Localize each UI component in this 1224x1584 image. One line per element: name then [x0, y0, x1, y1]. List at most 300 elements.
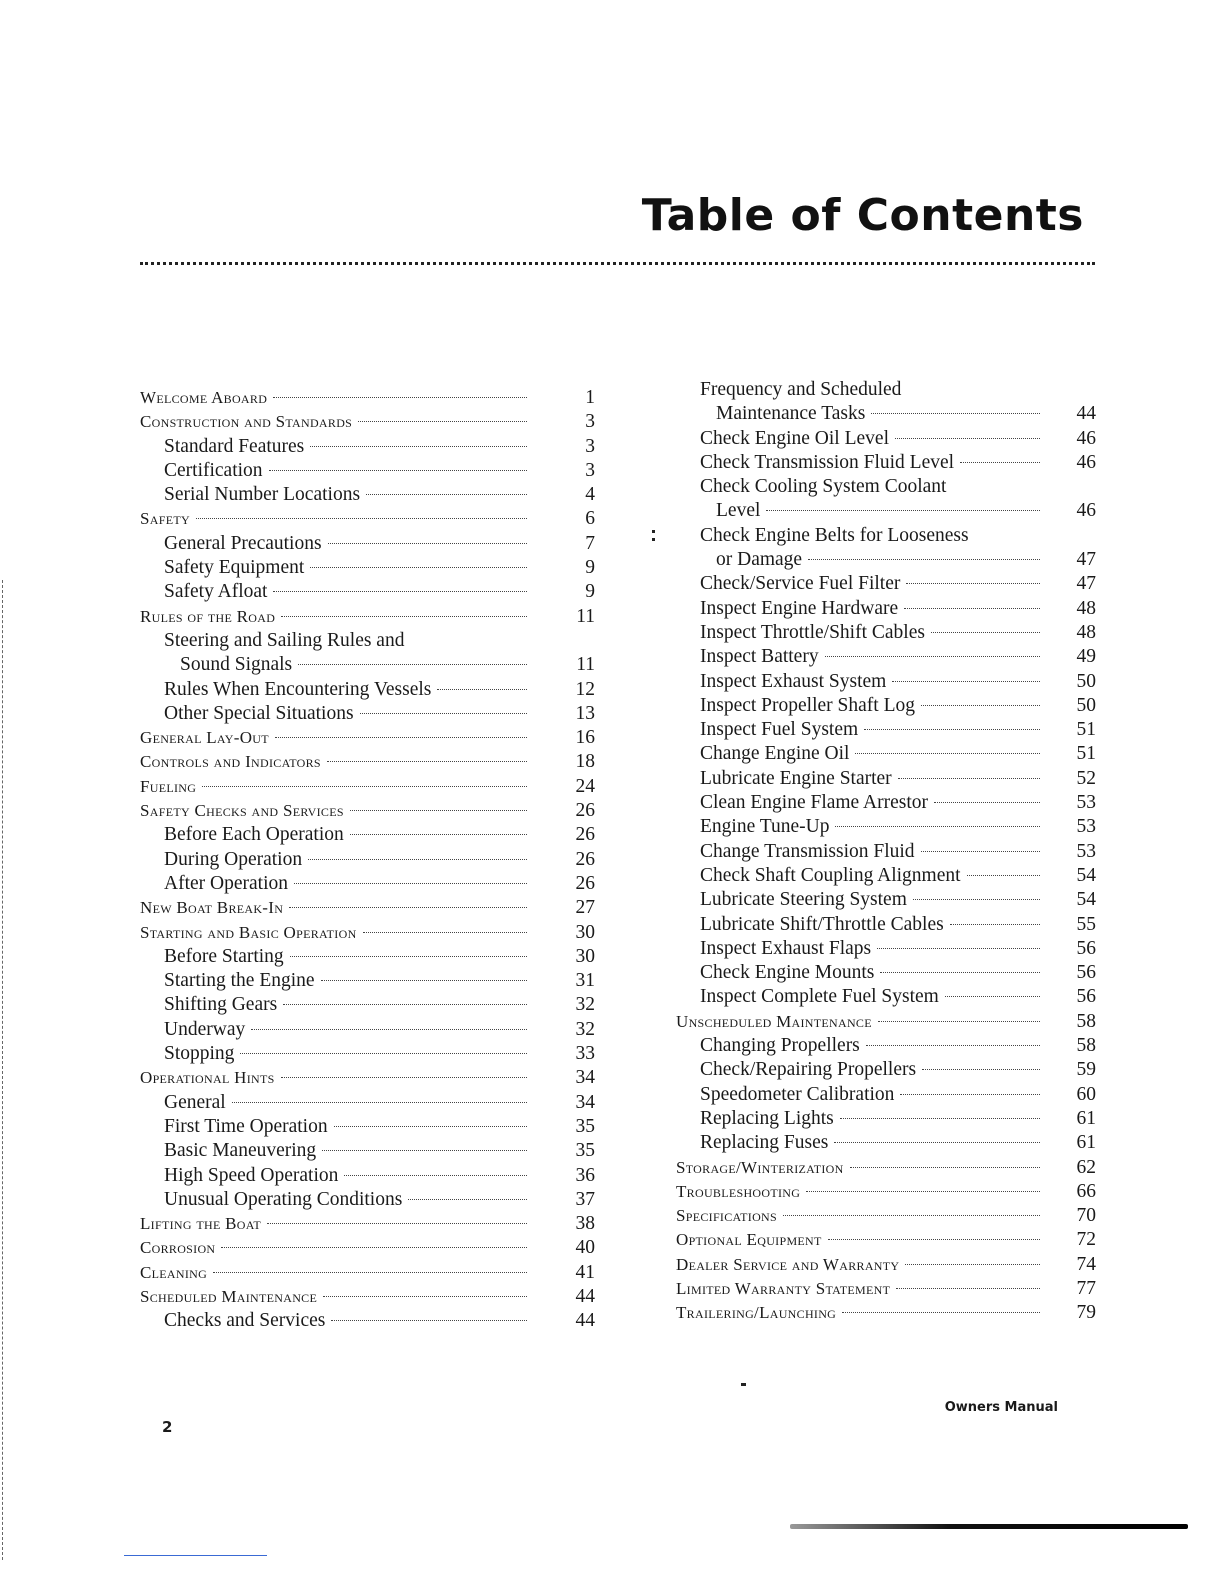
toc-page-number: 37 [575, 1188, 595, 1210]
toc-entry-label: Lubricate Engine Starter [700, 767, 892, 789]
dot-leader [828, 1239, 1040, 1240]
toc-page-number: 6 [585, 508, 595, 530]
scan-edge-mark [2, 580, 6, 1560]
toc-page-number: 59 [1076, 1059, 1096, 1081]
dot-leader [360, 713, 527, 714]
toc-page-number: 49 [1076, 646, 1096, 668]
toc-entry-label: Inspect Battery [700, 646, 819, 668]
toc-entry[interactable] [676, 791, 1096, 815]
toc-entry-label: Change Transmission Fluid [700, 840, 915, 862]
dot-leader [766, 510, 1040, 511]
toc-entry-label: Starting the Engine [164, 970, 315, 992]
toc-entry[interactable] [140, 483, 595, 507]
toc-page-number: 40 [575, 1237, 595, 1259]
toc-entry-label-continued: Sound Signals [180, 654, 293, 676]
toc-entry-label: Unscheduled Maintenance [676, 1011, 872, 1031]
scan-speck [652, 530, 655, 533]
toc-entry[interactable] [676, 621, 1096, 645]
dot-leader [275, 737, 527, 738]
toc-entry[interactable] [676, 815, 1096, 839]
toc-entry-label: Inspect Exhaust Flaps [700, 937, 872, 959]
toc-page-number: 47 [1076, 549, 1096, 571]
toc-page-number: 46 [1076, 500, 1096, 522]
toc-entry[interactable] [140, 629, 595, 678]
dot-leader [437, 689, 527, 690]
toc-entry-label: Safety Checks and Services [140, 801, 344, 821]
dot-leader [331, 1320, 527, 1321]
toc-page-number: 35 [575, 1115, 595, 1137]
toc-entry-label: Check Engine Oil Level [700, 427, 889, 449]
dot-leader [855, 753, 1040, 754]
dot-leader [921, 705, 1040, 706]
toc-entry[interactable] [676, 767, 1096, 791]
toc-entry[interactable] [676, 985, 1096, 1009]
dot-leader [934, 802, 1040, 803]
dot-leader [806, 1191, 1040, 1192]
toc-entry-label: Fueling [140, 776, 197, 796]
dot-leader [960, 462, 1040, 463]
dot-leader [840, 1118, 1040, 1119]
toc-page-number: 36 [575, 1164, 595, 1186]
toc-page-number: 44 [575, 1285, 595, 1307]
toc-page-number: 51 [1076, 719, 1096, 741]
dot-leader [240, 1053, 527, 1054]
toc-entry-label: Dealer Service and Warranty [676, 1254, 900, 1274]
toc-entry[interactable] [140, 580, 595, 604]
toc-entry[interactable] [140, 678, 595, 702]
toc-entry-label: Lifting the Boat [140, 1214, 262, 1234]
toc-page-number: 26 [575, 872, 595, 894]
toc-page-number: 79 [1076, 1302, 1096, 1324]
toc-page-number: 53 [1076, 792, 1096, 814]
toc-entry[interactable] [140, 1212, 595, 1236]
dot-leader [871, 413, 1040, 414]
scan-blue-line [124, 1555, 267, 1556]
toc-entry[interactable] [140, 1066, 595, 1090]
dot-leader [308, 859, 527, 860]
dot-leader [906, 583, 1040, 584]
toc-entry[interactable] [140, 1188, 595, 1212]
toc-entry[interactable] [676, 840, 1096, 864]
toc-entry-label: Welcome Aboard [140, 388, 268, 407]
dot-leader [310, 446, 527, 447]
toc-entry-label: During Operation [164, 848, 303, 870]
toc-entry[interactable] [676, 572, 1096, 596]
scan-speck [741, 1383, 746, 1386]
toc-page-number: 46 [1076, 451, 1096, 473]
toc-entry[interactable] [140, 848, 595, 872]
toc-entry[interactable] [676, 1010, 1096, 1034]
dot-leader [835, 826, 1040, 827]
toc-page-number: 77 [1076, 1277, 1096, 1299]
toc-entry[interactable] [140, 1236, 595, 1260]
dot-leader [945, 996, 1040, 997]
toc-entry[interactable] [676, 1131, 1096, 1155]
toc-entry-label: Before Starting [164, 945, 284, 967]
toc-entry-label: Replacing Lights [700, 1107, 834, 1129]
toc-page-number: 50 [1076, 670, 1096, 692]
toc-entry-label: After Operation [164, 872, 288, 894]
toc-entry[interactable] [676, 1204, 1096, 1228]
toc-page-number: 44 [1076, 403, 1096, 425]
toc-entry-label: Changing Propellers [700, 1035, 860, 1057]
toc-page-number: 9 [585, 557, 595, 579]
dot-leader [281, 616, 527, 617]
toc-entry[interactable] [140, 386, 595, 410]
toc-entry-label: Shifting Gears [164, 994, 278, 1016]
toc-entry-label: Unusual Operating Conditions [164, 1188, 403, 1210]
toc-entry-label: New Boat Break-In [140, 898, 284, 918]
toc-entry[interactable] [676, 1156, 1096, 1180]
toc-entry[interactable] [676, 1277, 1096, 1301]
toc-page-number: 48 [1076, 621, 1096, 643]
dot-leader [931, 632, 1040, 633]
dot-leader [294, 883, 527, 884]
toc-page-number: 26 [575, 824, 595, 846]
toc-entry[interactable] [676, 427, 1096, 451]
toc-page-number: 34 [575, 1067, 595, 1089]
toc-page-number: 53 [1076, 840, 1096, 862]
dot-leader [344, 1175, 527, 1176]
dot-leader [866, 1045, 1040, 1046]
toc-page-number: 56 [1076, 962, 1096, 984]
dot-leader [408, 1199, 527, 1200]
toc-entry[interactable] [140, 993, 595, 1017]
toc-entry[interactable] [676, 888, 1096, 912]
dot-leader [967, 875, 1040, 876]
dot-leader [825, 656, 1040, 657]
toc-page-number: 44 [575, 1310, 595, 1332]
toc-page-number: 58 [1076, 1035, 1096, 1057]
toc-page-number: 31 [575, 970, 595, 992]
toc-page-number: 61 [1076, 1132, 1096, 1154]
toc-entry[interactable] [140, 556, 595, 580]
toc-entry-label: Cleaning [140, 1262, 208, 1282]
toc-entry[interactable] [140, 1285, 595, 1309]
toc-page-number: 11 [576, 605, 595, 627]
dot-leader [877, 948, 1040, 949]
toc-page-number: 47 [1076, 573, 1096, 595]
toc-page-number: 66 [1076, 1180, 1096, 1202]
toc-entry-label: Check Transmission Fluid Level [700, 451, 955, 473]
publication-name: Owners Manual [944, 1400, 1058, 1415]
toc-entry[interactable] [140, 799, 595, 823]
toc-entry-label: Rules When Encountering Vessels [164, 678, 432, 700]
toc-page-number: 58 [1076, 1010, 1096, 1032]
toc-entry[interactable] [676, 718, 1096, 742]
toc-entry[interactable] [140, 507, 595, 531]
toc-entry-label: General Lay-Out [140, 728, 269, 748]
toc-entry[interactable] [140, 921, 595, 945]
toc-page-number: 51 [1076, 743, 1096, 765]
dot-leader [850, 1167, 1040, 1168]
toc-page-number: 34 [575, 1091, 595, 1113]
toc-page-number: 26 [575, 800, 595, 822]
toc-entry-label-continued: Level [716, 500, 761, 522]
toc-page-number: 56 [1076, 986, 1096, 1008]
dot-leader [363, 932, 527, 933]
toc-entry-label: High Speed Operation [164, 1164, 339, 1186]
dot-leader [310, 567, 527, 568]
dot-leader [913, 899, 1040, 900]
toc-entry[interactable] [676, 913, 1096, 937]
toc-entry[interactable] [140, 945, 595, 969]
dot-leader [905, 1264, 1040, 1265]
dot-leader [281, 1077, 527, 1078]
toc-entry-label: Other Special Situations [164, 702, 354, 724]
toc-page-number: 1 [585, 387, 595, 408]
toc-entry-label: Basic Maneuvering [164, 1140, 317, 1162]
toc-page-number: 53 [1076, 816, 1096, 838]
dot-leader [898, 778, 1040, 779]
toc-entry-label: Replacing Fuses [700, 1132, 829, 1154]
toc-page-number: 12 [575, 678, 595, 700]
toc-entry[interactable] [676, 597, 1096, 621]
toc-entry-label: Inspect Engine Hardware [700, 597, 899, 619]
toc-entry[interactable] [676, 670, 1096, 694]
toc-entry[interactable] [676, 1083, 1096, 1107]
toc-page-number: 27 [575, 897, 595, 919]
toc-entry[interactable] [140, 1018, 595, 1042]
toc-entry-label: Safety [140, 509, 190, 529]
toc-entry[interactable] [140, 1309, 595, 1333]
toc-page-number: 62 [1076, 1156, 1096, 1178]
toc-entry-label: Troubleshooting [676, 1181, 801, 1201]
toc-entry[interactable] [140, 410, 595, 434]
dot-leader [321, 980, 527, 981]
dot-leader [350, 810, 527, 811]
dot-leader [267, 1223, 527, 1224]
toc-entry-label: Safety Equipment [164, 557, 305, 579]
toc-page-number: 3 [585, 459, 595, 481]
toc-entry-label: Lubricate Steering System [700, 889, 907, 911]
toc-page-number: 13 [575, 702, 595, 724]
dot-leader [298, 664, 527, 665]
toc-entry-label: Clean Engine Flame Arrestor [700, 792, 928, 814]
scan-speck [652, 538, 655, 541]
dot-leader [283, 1004, 527, 1005]
toc-entry-label: Check/Service Fuel Filter [700, 573, 901, 595]
toc-entry-label: Standard Features [164, 435, 305, 457]
dotted-title-rule [140, 262, 1095, 265]
toc-entry[interactable] [140, 1042, 595, 1066]
toc-entry[interactable] [676, 1058, 1096, 1082]
dot-leader [327, 761, 527, 762]
toc-page-number: 3 [585, 411, 595, 433]
toc-entry[interactable] [140, 823, 595, 847]
dot-leader [864, 729, 1040, 730]
toc-entry[interactable] [676, 1253, 1096, 1277]
dot-leader [895, 438, 1040, 439]
toc-entry[interactable] [140, 896, 595, 920]
toc-entry-label-continued: or Damage [716, 549, 803, 571]
toc-entry[interactable] [140, 1139, 595, 1163]
toc-page-number: 30 [575, 921, 595, 943]
dot-leader [896, 1288, 1040, 1289]
toc-page-number: 50 [1076, 694, 1096, 716]
toc-entry-label: Operational Hints [140, 1068, 275, 1088]
toc-entry[interactable] [676, 645, 1096, 669]
dot-leader [202, 786, 527, 787]
toc-entry[interactable] [676, 1180, 1096, 1204]
dot-leader [334, 1126, 527, 1127]
toc-page-number: 7 [585, 532, 595, 554]
toc-entry-label: General [164, 1091, 226, 1113]
toc-page-number: 18 [575, 751, 595, 773]
toc-entry[interactable] [676, 451, 1096, 475]
toc-entry[interactable] [676, 1301, 1096, 1325]
toc-entry-label: General Precautions [164, 532, 322, 554]
toc-entry[interactable] [676, 1228, 1096, 1252]
dot-leader [221, 1247, 527, 1248]
toc-entry[interactable] [140, 1091, 595, 1115]
toc-page-number: 55 [1076, 913, 1096, 935]
toc-entry-label: Check Cooling System Coolant [700, 476, 947, 498]
dot-leader [878, 1021, 1040, 1022]
toc-entry-label: Check/Repairing Propellers [700, 1059, 917, 1081]
dot-leader [269, 470, 527, 471]
toc-page-number: 16 [575, 727, 595, 749]
toc-entry-label-continued: Maintenance Tasks [716, 403, 866, 425]
toc-page-number: 54 [1076, 889, 1096, 911]
dot-leader [842, 1312, 1040, 1313]
toc-entry[interactable] [676, 937, 1096, 961]
toc-entry[interactable] [140, 726, 595, 750]
toc-entry-label: Inspect Throttle/Shift Cables [700, 621, 925, 643]
dot-leader [289, 907, 527, 908]
toc-page-number: 35 [575, 1140, 595, 1162]
toc-entry[interactable] [676, 742, 1096, 766]
dot-leader [251, 1029, 527, 1030]
toc-entry[interactable] [676, 524, 1096, 573]
toc-page-number: 24 [575, 775, 595, 797]
dot-leader [366, 494, 527, 495]
dot-leader [921, 851, 1040, 852]
toc-page-number: 60 [1076, 1083, 1096, 1105]
toc-entry[interactable] [676, 961, 1096, 985]
dot-leader [232, 1102, 527, 1103]
toc-entry-label: Rules of the Road [140, 606, 276, 626]
toc-entry-label: Controls and Indicators [140, 752, 321, 772]
toc-page-number: 56 [1076, 937, 1096, 959]
toc-page-number: 41 [575, 1261, 595, 1283]
dot-leader [290, 956, 527, 957]
toc-entry-label: Lubricate Shift/Throttle Cables [700, 913, 944, 935]
toc-entry[interactable] [140, 605, 595, 629]
dot-leader [880, 972, 1040, 973]
toc-entry-label: Certification [164, 459, 263, 481]
dot-leader [322, 1150, 527, 1151]
toc-entry-label: Optional Equipment [676, 1230, 822, 1250]
toc-entry-label: Check Shaft Coupling Alignment [700, 864, 961, 886]
toc-entry-label: Safety Afloat [164, 581, 268, 603]
toc-entry-label: Before Each Operation [164, 824, 344, 846]
toc-page-number: 74 [1076, 1253, 1096, 1275]
toc-entry[interactable] [140, 775, 595, 799]
toc-entry-label: Inspect Fuel System [700, 719, 859, 741]
toc-entry[interactable] [140, 1261, 595, 1285]
dot-leader [892, 681, 1040, 682]
dot-leader [783, 1215, 1040, 1216]
toc-right-column [676, 378, 1096, 1326]
toc-entry[interactable] [140, 459, 595, 483]
toc-entry-label: Inspect Complete Fuel System [700, 986, 939, 1008]
scan-bottom-line [790, 1524, 1188, 1529]
dot-leader [350, 834, 527, 835]
toc-entry-label: Scheduled Maintenance [140, 1286, 318, 1306]
dot-leader [273, 397, 527, 398]
toc-entry-label: Corrosion [140, 1238, 216, 1258]
toc-entry[interactable] [676, 378, 1096, 427]
toc-entry-label: Inspect Propeller Shaft Log [700, 694, 915, 716]
toc-page-number: 11 [576, 654, 595, 676]
toc-entry-label: Frequency and Scheduled [700, 379, 902, 400]
toc-entry[interactable] [140, 532, 595, 556]
toc-page-number: 32 [575, 1018, 595, 1040]
toc-entry-label: Serial Number Locations [164, 484, 361, 506]
page-number: 2 [162, 1418, 173, 1436]
dot-leader [196, 518, 527, 519]
toc-entry-label: Change Engine Oil [700, 743, 850, 765]
dot-leader [950, 924, 1040, 925]
toc-page-number: 33 [575, 1043, 595, 1065]
dot-leader [323, 1296, 527, 1297]
toc-entry[interactable] [676, 694, 1096, 718]
toc-entry[interactable] [140, 1164, 595, 1188]
toc-entry-label: Inspect Exhaust System [700, 670, 887, 692]
toc-entry[interactable] [676, 475, 1096, 524]
toc-page-number: 48 [1076, 597, 1096, 619]
toc-page-number: 52 [1076, 767, 1096, 789]
toc-page-number: 30 [575, 945, 595, 967]
toc-entry[interactable] [140, 702, 595, 726]
toc-page-number: 38 [575, 1213, 595, 1235]
dot-leader [834, 1142, 1040, 1143]
toc-entry-label: Limited Warranty Statement [676, 1278, 891, 1298]
toc-page-number: 3 [585, 435, 595, 457]
dot-leader [358, 421, 527, 422]
dot-leader [273, 591, 527, 592]
page-title: Table of Contents [641, 190, 1084, 241]
toc-entry[interactable] [676, 1034, 1096, 1058]
toc-entry-label: Engine Tune-Up [700, 816, 830, 838]
toc-entry-label: Storage/Winterization [676, 1157, 844, 1177]
toc-entry-label: Construction and Standards [140, 412, 353, 432]
toc-entry[interactable] [676, 864, 1096, 888]
dot-leader [213, 1272, 527, 1273]
toc-entry[interactable] [140, 435, 595, 459]
toc-entry-label: Stopping [164, 1043, 235, 1065]
toc-entry-label: First Time Operation [164, 1115, 328, 1137]
toc-page-number: 46 [1076, 427, 1096, 449]
toc-page-number: 61 [1076, 1107, 1096, 1129]
toc-page-number: 72 [1076, 1229, 1096, 1251]
dot-leader [328, 543, 527, 544]
toc-entry[interactable] [676, 1107, 1096, 1131]
dot-leader [900, 1094, 1040, 1095]
toc-page-number: 32 [575, 994, 595, 1016]
toc-entry[interactable] [140, 750, 595, 774]
toc-entry[interactable] [140, 1115, 595, 1139]
toc-entry[interactable] [140, 969, 595, 993]
dot-leader [922, 1069, 1040, 1070]
toc-left-column [140, 386, 595, 1334]
toc-page-number: 4 [585, 484, 595, 506]
toc-entry-label: Trailering/Launching [676, 1303, 837, 1323]
toc-entry-label: Underway [164, 1018, 246, 1040]
toc-entry[interactable] [140, 872, 595, 896]
toc-entry-label: Starting and Basic Operation [140, 922, 357, 942]
